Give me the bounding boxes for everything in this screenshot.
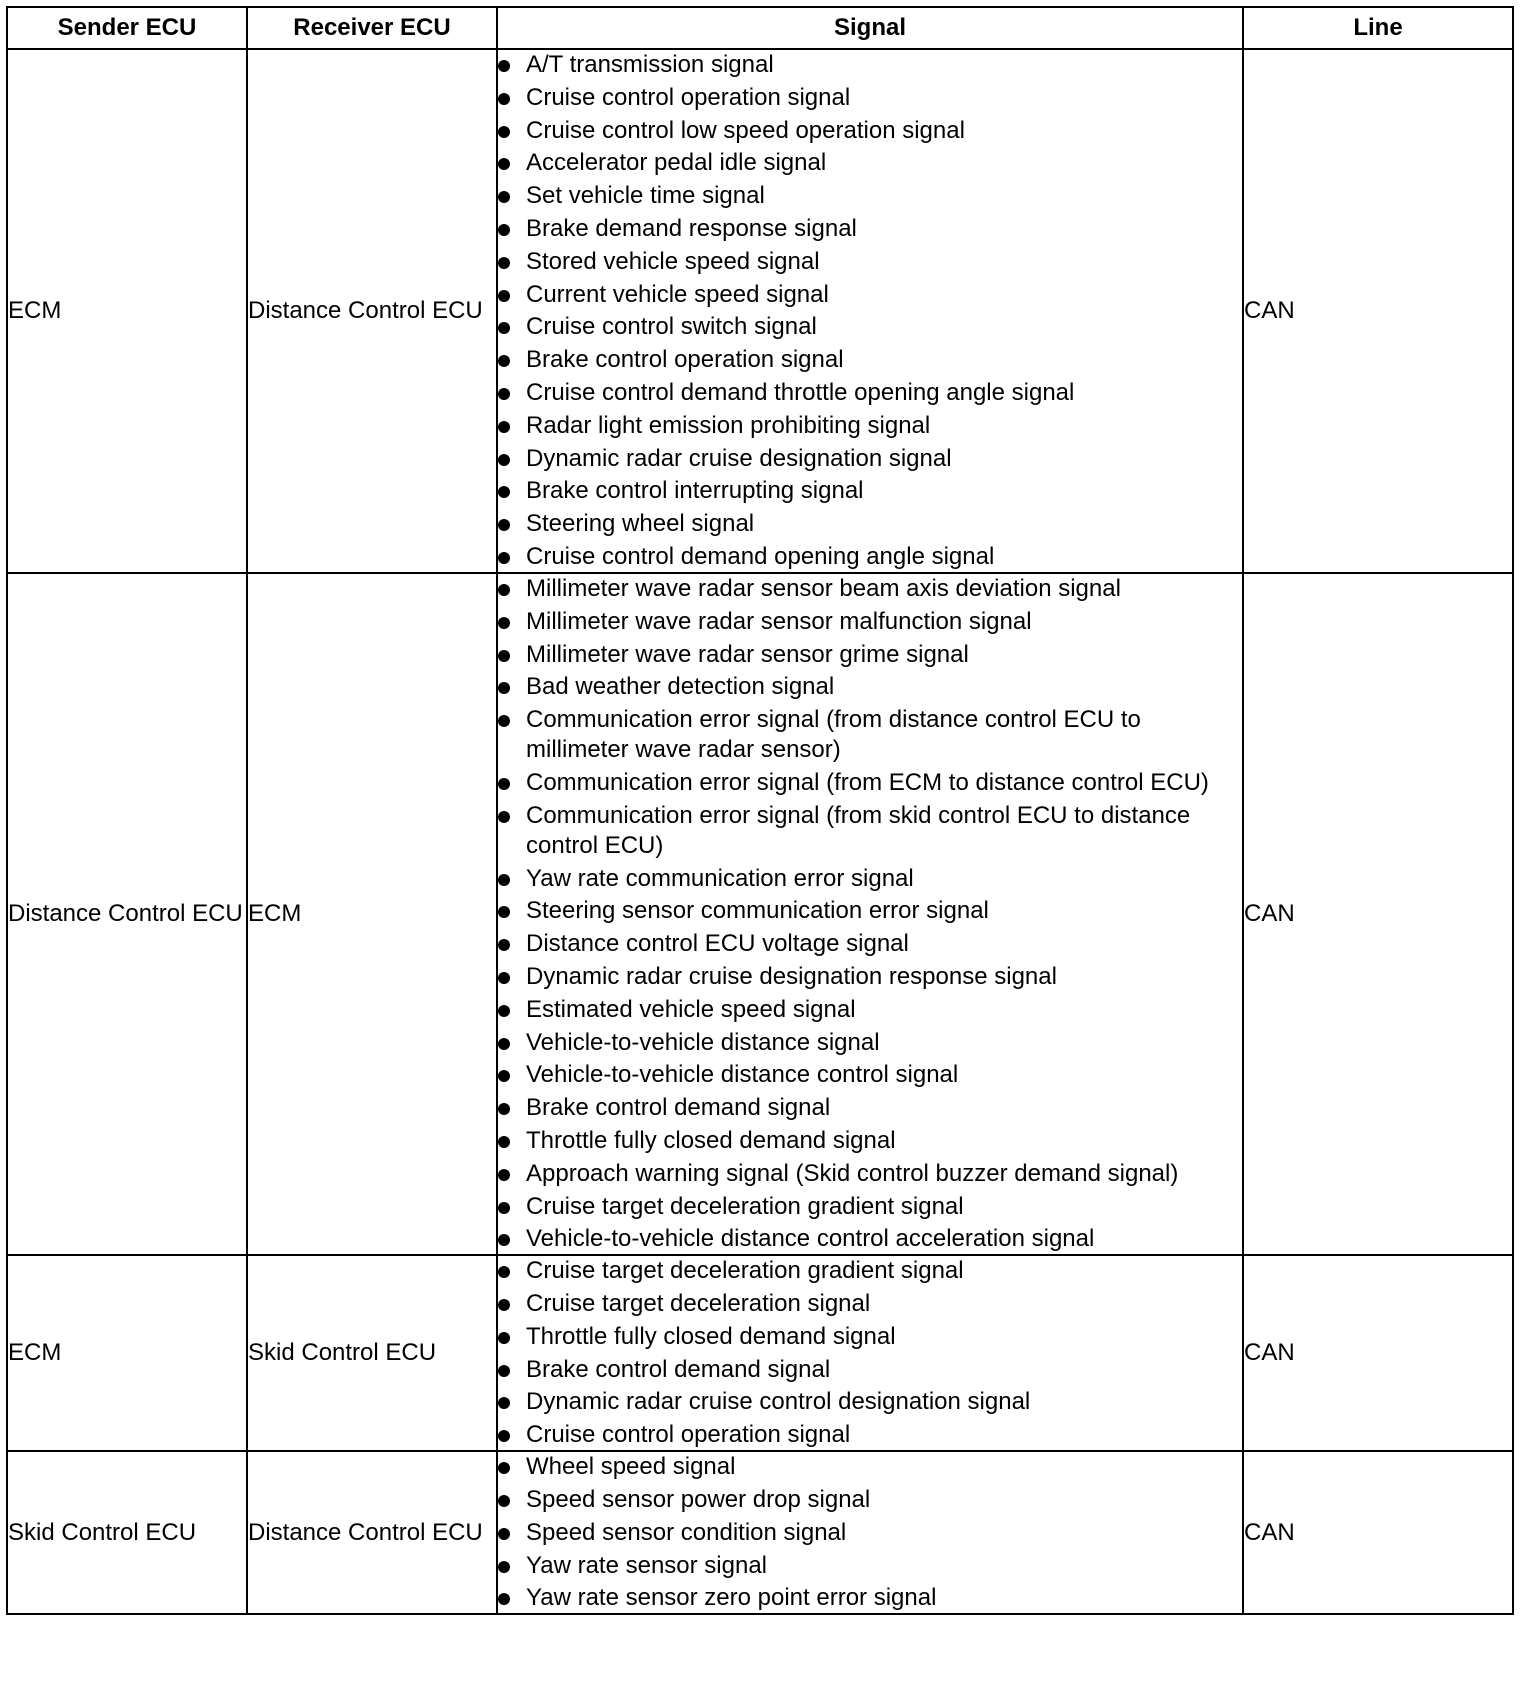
signal-item: Wheel speed signal — [498, 1452, 1242, 1482]
signal-item: Throttle fully closed demand signal — [498, 1322, 1242, 1352]
signal-cell — [497, 573, 1243, 1255]
header-line: Line — [1243, 7, 1513, 49]
signal-item: Brake control interrupting signal — [498, 476, 1242, 506]
signal-item: Millimeter wave radar sensor grime signal — [498, 640, 1242, 670]
signal-item: Cruise control demand throttle opening angle signal — [498, 378, 1242, 408]
signal-item: Radar light emission prohibiting signal — [498, 411, 1242, 441]
header-row — [7, 7, 1513, 49]
line-cell: CAN — [1243, 1451, 1513, 1614]
signal-item: Cruise target deceleration gradient signal — [498, 1256, 1242, 1286]
signal-item: Speed sensor condition signal — [498, 1518, 1242, 1548]
signal-item: Cruise control operation signal — [498, 1420, 1242, 1450]
document-page — [6, 6, 1512, 1615]
header-receiver-ecu: Receiver ECU — [247, 7, 497, 49]
sender-ecu-cell: ECM — [7, 1255, 247, 1451]
signal-item: Yaw rate sensor zero point error signal — [498, 1583, 1242, 1613]
signal-item: Cruise control operation signal — [498, 83, 1242, 113]
receiver-ecu-cell: Skid Control ECU — [247, 1255, 497, 1451]
signal-list — [498, 1452, 1242, 1613]
signal-cell — [497, 1255, 1243, 1451]
signal-item: A/T transmission signal — [498, 50, 1242, 80]
signal-item: Communication error signal (from distance control ECU to millimeter wave radar sensor) — [498, 705, 1242, 765]
signal-item: Approach warning signal (Skid control buzzer demand signal) — [498, 1159, 1242, 1189]
signal-item: Throttle fully closed demand signal — [498, 1126, 1242, 1156]
sender-ecu-cell: Distance Control ECU — [7, 573, 247, 1255]
signal-list — [498, 50, 1242, 572]
sender-ecu-cell: Skid Control ECU — [7, 1451, 247, 1614]
sender-ecu-cell: ECM — [7, 49, 247, 573]
signal-item: Vehicle-to-vehicle distance control signal — [498, 1060, 1242, 1090]
signal-item: Distance control ECU voltage signal — [498, 929, 1242, 959]
signal-item: Cruise target deceleration signal — [498, 1289, 1242, 1319]
signal-item: Set vehicle time signal — [498, 181, 1242, 211]
signal-item: Millimeter wave radar sensor malfunction signal — [498, 607, 1242, 637]
signal-item: Stored vehicle speed signal — [498, 247, 1242, 277]
signal-item: Vehicle-to-vehicle distance control acceleration signal — [498, 1224, 1242, 1254]
can-signal-table — [6, 6, 1514, 1615]
signal-cell — [497, 49, 1243, 573]
signal-item: Brake control demand signal — [498, 1355, 1242, 1385]
signal-item: Communication error signal (from skid control ECU to distance control ECU) — [498, 801, 1242, 861]
signal-item: Yaw rate communication error signal — [498, 864, 1242, 894]
signal-item: Brake control demand signal — [498, 1093, 1242, 1123]
signal-item: Brake demand response signal — [498, 214, 1242, 244]
signal-item: Steering sensor communication error signal — [498, 896, 1242, 926]
receiver-ecu-cell: ECM — [247, 573, 497, 1255]
signal-item: Dynamic radar cruise designation response signal — [498, 962, 1242, 992]
signal-list — [498, 1256, 1242, 1450]
line-cell: CAN — [1243, 1255, 1513, 1451]
table-row — [7, 1255, 1513, 1451]
signal-item: Brake control operation signal — [498, 345, 1242, 375]
line-cell: CAN — [1243, 573, 1513, 1255]
signal-item: Cruise control demand opening angle signal — [498, 542, 1242, 572]
signal-item: Vehicle-to-vehicle distance signal — [498, 1028, 1242, 1058]
signal-item: Cruise control switch signal — [498, 312, 1242, 342]
signal-list — [498, 574, 1242, 1254]
line-cell: CAN — [1243, 49, 1513, 573]
table-row — [7, 49, 1513, 573]
signal-item: Communication error signal (from ECM to distance control ECU) — [498, 768, 1242, 798]
header-signal: Signal — [497, 7, 1243, 49]
receiver-ecu-cell: Distance Control ECU — [247, 1451, 497, 1614]
table-row — [7, 1451, 1513, 1614]
signal-cell — [497, 1451, 1243, 1614]
signal-item: Yaw rate sensor signal — [498, 1551, 1242, 1581]
signal-item: Accelerator pedal idle signal — [498, 148, 1242, 178]
signal-item: Dynamic radar cruise control designation signal — [498, 1387, 1242, 1417]
signal-item: Dynamic radar cruise designation signal — [498, 444, 1242, 474]
signal-item: Current vehicle speed signal — [498, 280, 1242, 310]
signal-item: Millimeter wave radar sensor beam axis deviation signal — [498, 574, 1242, 604]
receiver-ecu-cell: Distance Control ECU — [247, 49, 497, 573]
table-row — [7, 573, 1513, 1255]
signal-item: Estimated vehicle speed signal — [498, 995, 1242, 1025]
signal-item: Cruise control low speed operation signal — [498, 116, 1242, 146]
table-body — [7, 49, 1513, 1614]
signal-item: Steering wheel signal — [498, 509, 1242, 539]
signal-item: Cruise target deceleration gradient signal — [498, 1192, 1242, 1222]
signal-item: Bad weather detection signal — [498, 672, 1242, 702]
signal-item: Speed sensor power drop signal — [498, 1485, 1242, 1515]
header-sender-ecu: Sender ECU — [7, 7, 247, 49]
